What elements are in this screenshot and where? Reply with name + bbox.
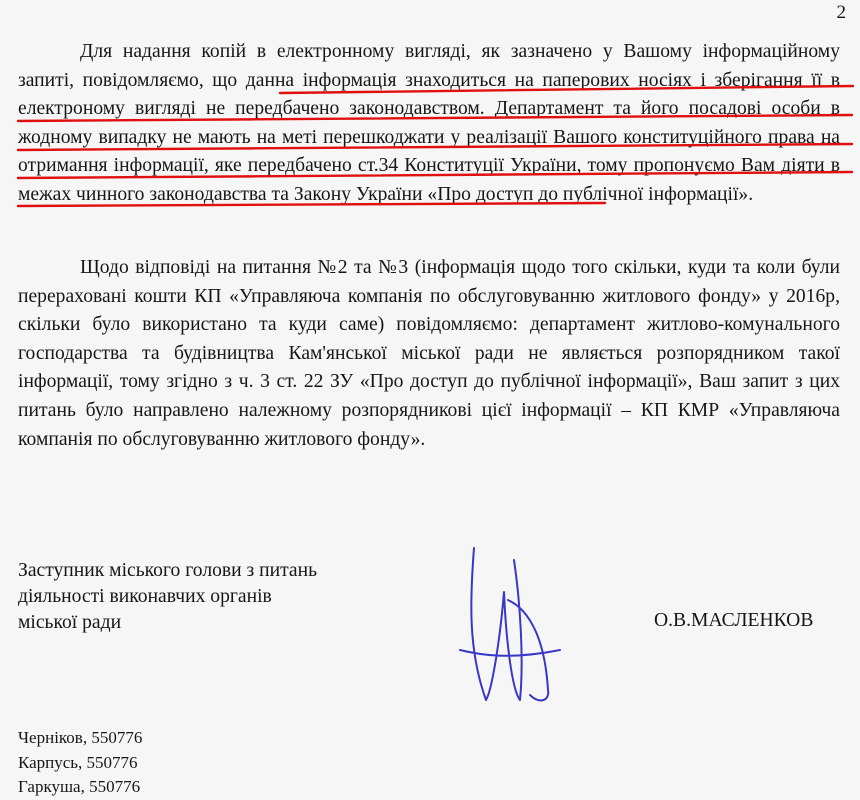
executor-contact: Карпусь, 550776 [18,752,138,772]
page-number: 2 [836,2,846,23]
executors-list [18,726,142,800]
paragraph-copies-response: Для надання копій в електронному вигляді, як зазначено у Вашому інформаційному запиті, повідомляємо, що данна інформація знаходиться на паперових носіях і зберігання її в електроному вигляді не передбачено законодавством. Департамент та його посадові особи в жодному випадку не мають на меті перешкоджати у реалізації Вашого конституційного права на отримання інформації, яке передбачено ст.34 Конституції України, тому пропонуємо Вам діяти в межах чинного законодавства та Закону України «Про доступ до публічної інформації». [18,41,840,205]
executor-contact: Гаркуша, 550776 [18,777,141,796]
position-line: міської ради [18,612,122,633]
position-line: Заступник міського голови з питань [18,560,318,581]
handwritten-signature [460,548,560,700]
paragraph-questions-response: Щодо відповіді на питання №2 та №3 (інформація щодо того скільки, куди та коли були перераховані кошти КП «Управляюча компанія по обслуговуванню житлового фонду» у 2016р, скільки було використано та куди саме) повідомляємо: департамент житлово-комунального господарства та будівництва Кам'янської міської ради не являється розпорядником такої інформації, тому згідно з ч. 3 ст. 22 ЗУ «Про доступ до публічної інформації», Ваш запит з цих питань було направлено належному розпорядникові цієї інформації – КП КМР «Управляюча компанія по обслуговуванню житлового фонду». [18,257,840,450]
signatory-name: О.В.МАСЛЕНКОВ [654,610,814,631]
signatory-position [18,558,317,636]
executor-contact: Черніков, 550776 [18,728,143,747]
position-line: діяльності виконавчих органів [18,586,272,607]
